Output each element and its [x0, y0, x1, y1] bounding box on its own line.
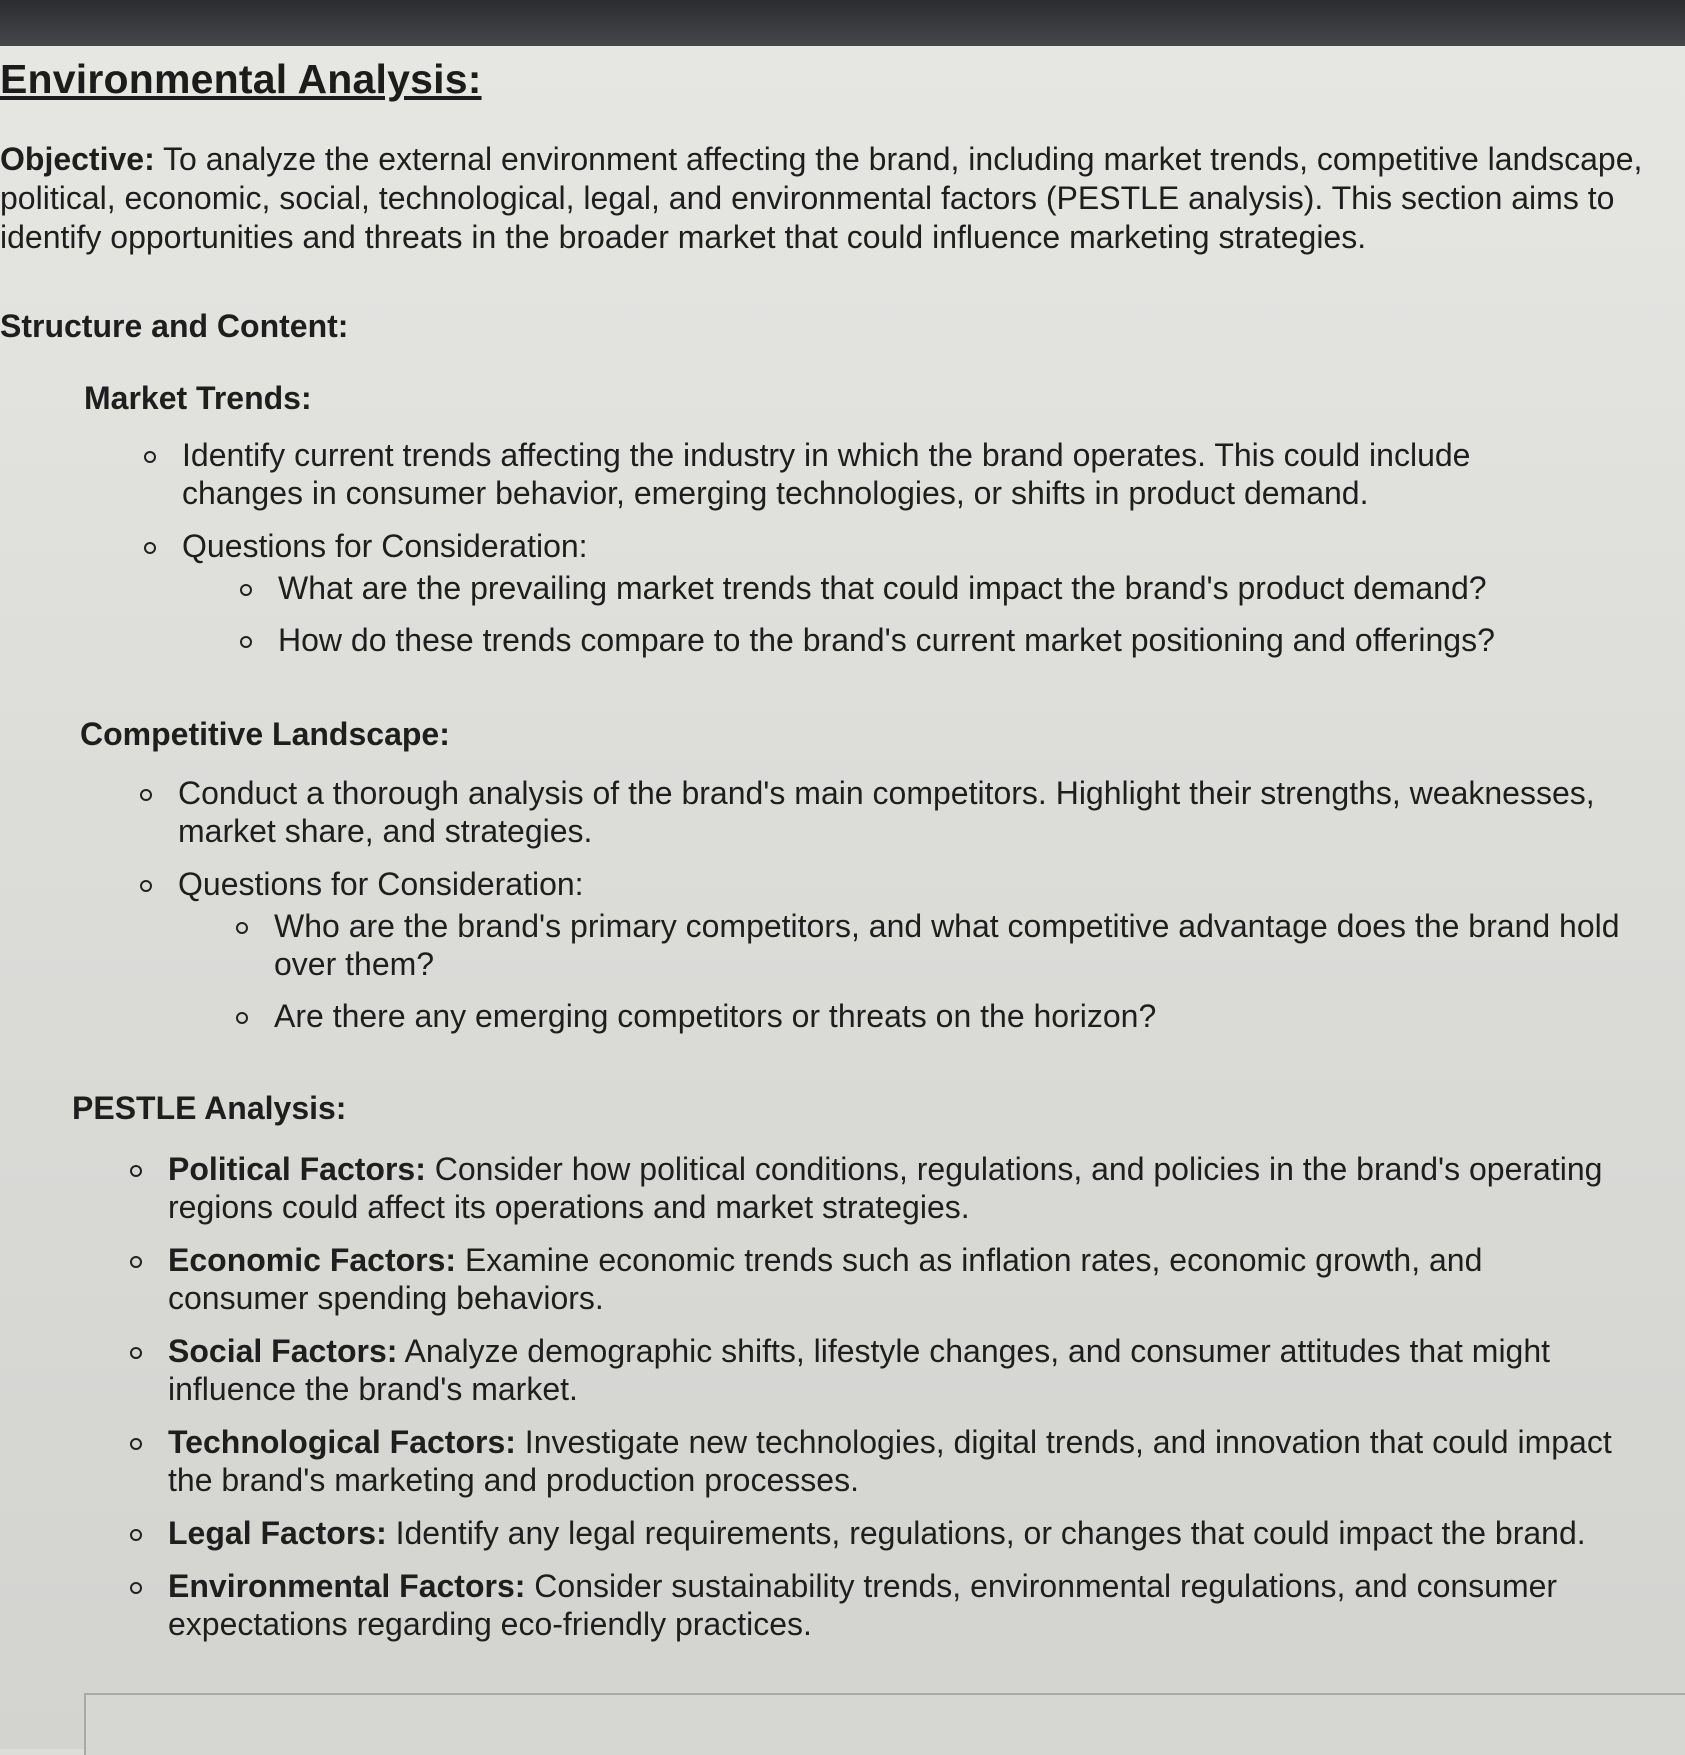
question-item: Who are the brand's primary competitors, and what competitive advantage does the brand hold over them? — [230, 907, 1659, 983]
factor-text: Consider sustainability trends, environmental regulations, and consumer expectations regarding eco-friendly practices. — [168, 1568, 1558, 1642]
factor-text: Identify any legal requirements, regulations, or changes that could impact the brand. — [395, 1515, 1586, 1551]
monitor-bezel — [0, 0, 1685, 46]
factor-label: Social Factors: — [168, 1333, 398, 1369]
factor-label: Legal Factors: — [168, 1515, 387, 1551]
competitive-landscape-questions — [178, 907, 1659, 1035]
pestle-social — [124, 1332, 1624, 1408]
pestle-environmental — [124, 1567, 1624, 1643]
objective-text: To analyze the external environment affecting the brand, including market trends, competitive landscape, political, economic, social, technological, legal, and environmental factors (PESTLE analysis). This section aims to identify opportunities and threats in the broader market that could influence marketing strategies. — [0, 141, 1643, 255]
question-item: Are there any emerging competitors or threats on the horizon? — [230, 997, 1659, 1035]
list-item — [134, 774, 1659, 850]
factor-label: Environmental Factors: — [168, 1568, 526, 1604]
list-item — [138, 436, 1578, 512]
factor-label: Political Factors: — [168, 1151, 426, 1187]
competitive-landscape-heading: Competitive Landscape: — [80, 716, 450, 752]
factor-text: Analyze demographic shifts, lifestyle changes, and consumer attitudes that might influence the brand's market. — [168, 1333, 1551, 1407]
pestle-list — [124, 1150, 1624, 1658]
factor-text: Consider how political conditions, regulations, and policies in the brand's operating regions could affect its operations and market strategies. — [168, 1151, 1603, 1225]
pestle-technological — [124, 1423, 1624, 1499]
structure-heading: Structure and Content: — [0, 308, 349, 344]
answer-text-box[interactable] — [84, 1693, 1685, 1755]
questions-label: Questions for Consideration: — [178, 866, 584, 902]
market-trends-point: Identify current trends affecting the industry in which the brand operates. This could include changes in consumer behavior, emerging technologies, or shifts in product demand. — [182, 437, 1471, 511]
factor-label: Economic Factors: — [168, 1242, 457, 1278]
competitive-landscape-list — [134, 774, 1659, 1050]
pestle-economic — [124, 1241, 1624, 1317]
market-trends-list — [138, 436, 1578, 674]
market-trends-heading: Market Trends: — [84, 380, 312, 416]
pestle-heading: PESTLE Analysis: — [72, 1090, 347, 1126]
objective-paragraph — [0, 140, 1650, 257]
objective-label: Objective: — [0, 141, 155, 177]
pestle-legal — [124, 1514, 1624, 1552]
pestle-political — [124, 1150, 1624, 1226]
competitive-landscape-point: Conduct a thorough analysis of the brand's main competitors. Highlight their strengths, weaknesses, market share, and strategies. — [178, 775, 1595, 849]
factor-label: Technological Factors: — [168, 1424, 516, 1460]
question-item: What are the prevailing market trends that could impact the brand's product demand? — [234, 569, 1578, 607]
market-trends-questions — [182, 569, 1578, 659]
questions-label: Questions for Consideration: — [182, 528, 588, 564]
factor-text: Examine economic trends such as inflation rates, economic growth, and consumer spending behaviors. — [168, 1242, 1483, 1316]
list-item — [134, 865, 1659, 1035]
question-item: How do these trends compare to the brand's current market positioning and offerings? — [234, 621, 1578, 659]
factor-text: Investigate new technologies, digital trends, and innovation that could impact the brand's marketing and production processes. — [168, 1424, 1612, 1498]
document-title: Environmental Analysis: — [0, 56, 482, 102]
list-item — [138, 527, 1578, 659]
